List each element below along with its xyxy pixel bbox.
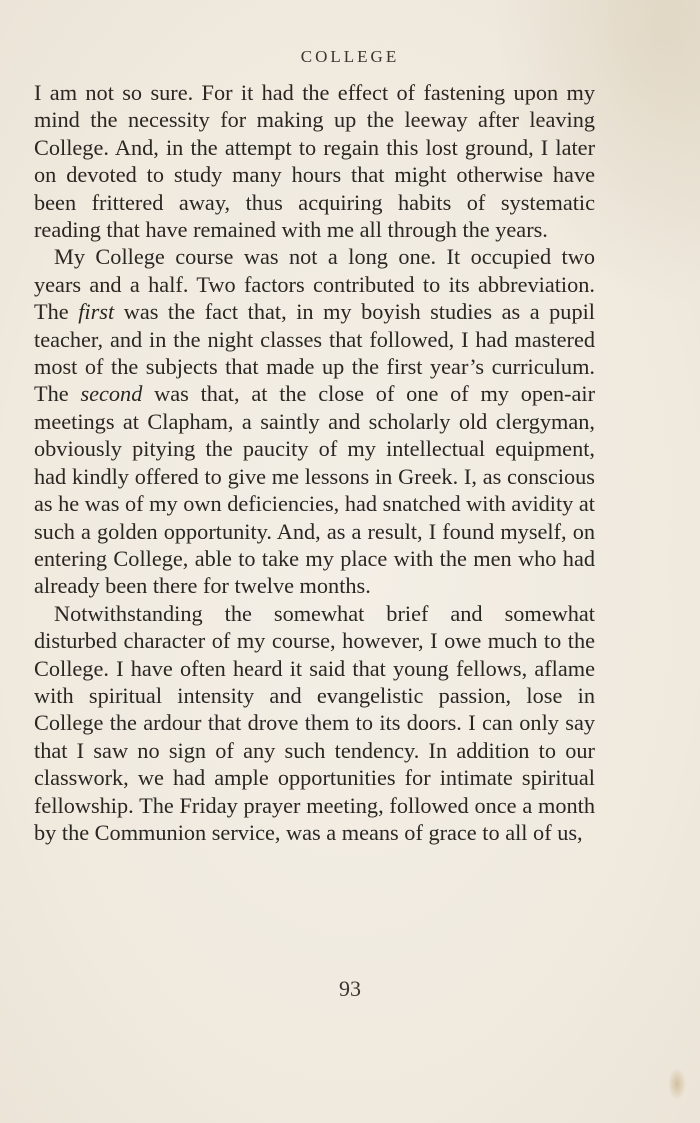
paragraph-2-run-3: was the fact that, in my boyish studies as a pupil teacher, and in the night classes that followed, I had mastered most of the subjects that made up the first year’s curriculum. The xyxy=(34,299,595,407)
page-number: 93 xyxy=(339,976,361,1001)
paper-stain xyxy=(668,1068,686,1100)
body-text xyxy=(34,79,595,846)
paragraph-2-run-5: was that, at the close of one of my open-air meetings at Clapham, a saintly and scholarly old clergyman, obviously pitying the paucity of my intellectual equipment, had kindly offered to give me lessons in Greek. I, as conscious as he was of my own deficiencies, had snatched with avidity at such a golden opportunity. And, as a result, I found myself, on entering College, able to take my place with the men who had already been there for twelve months. xyxy=(34,381,595,599)
italic-word-first: first xyxy=(78,299,115,325)
paragraph-3-run-1: Notwithstanding the somewhat brief and somewhat disturbed character of my course, however, I owe much to the College. I have often heard it said that young fellows, aflame with spiritual intensity and evangelistic passion, lose in College the ardour that drove them to its doors. I can only say that I saw no sign of any such tendency. In addition to our classwork, we had ample opportunities for intimate spiritual fellowship. The Friday prayer meeting, followed once a month by the Communion service, was a means of grace to all of us, xyxy=(34,600,595,845)
paragraph-2-run-1: My College course was not a long one. It occupied two years and a half. Two factors contributed to its abbreviation. The xyxy=(34,244,595,325)
paragraph-1 xyxy=(34,79,595,243)
paragraph-2 xyxy=(34,243,595,599)
paragraph-1-run-1: I am not so sure. For it had the effect of fastening upon my mind the necessity for making up the leeway after leaving College. And, in the attempt to regain this lost ground, I later on devoted to study many hours that might otherwise have been frittered away, thus acquiring habits of systematic reading that have remained with me all through the years. xyxy=(34,80,595,243)
italic-word-second: second xyxy=(80,381,143,407)
paragraph-3 xyxy=(34,600,595,847)
running-head: COLLEGE xyxy=(300,47,400,66)
